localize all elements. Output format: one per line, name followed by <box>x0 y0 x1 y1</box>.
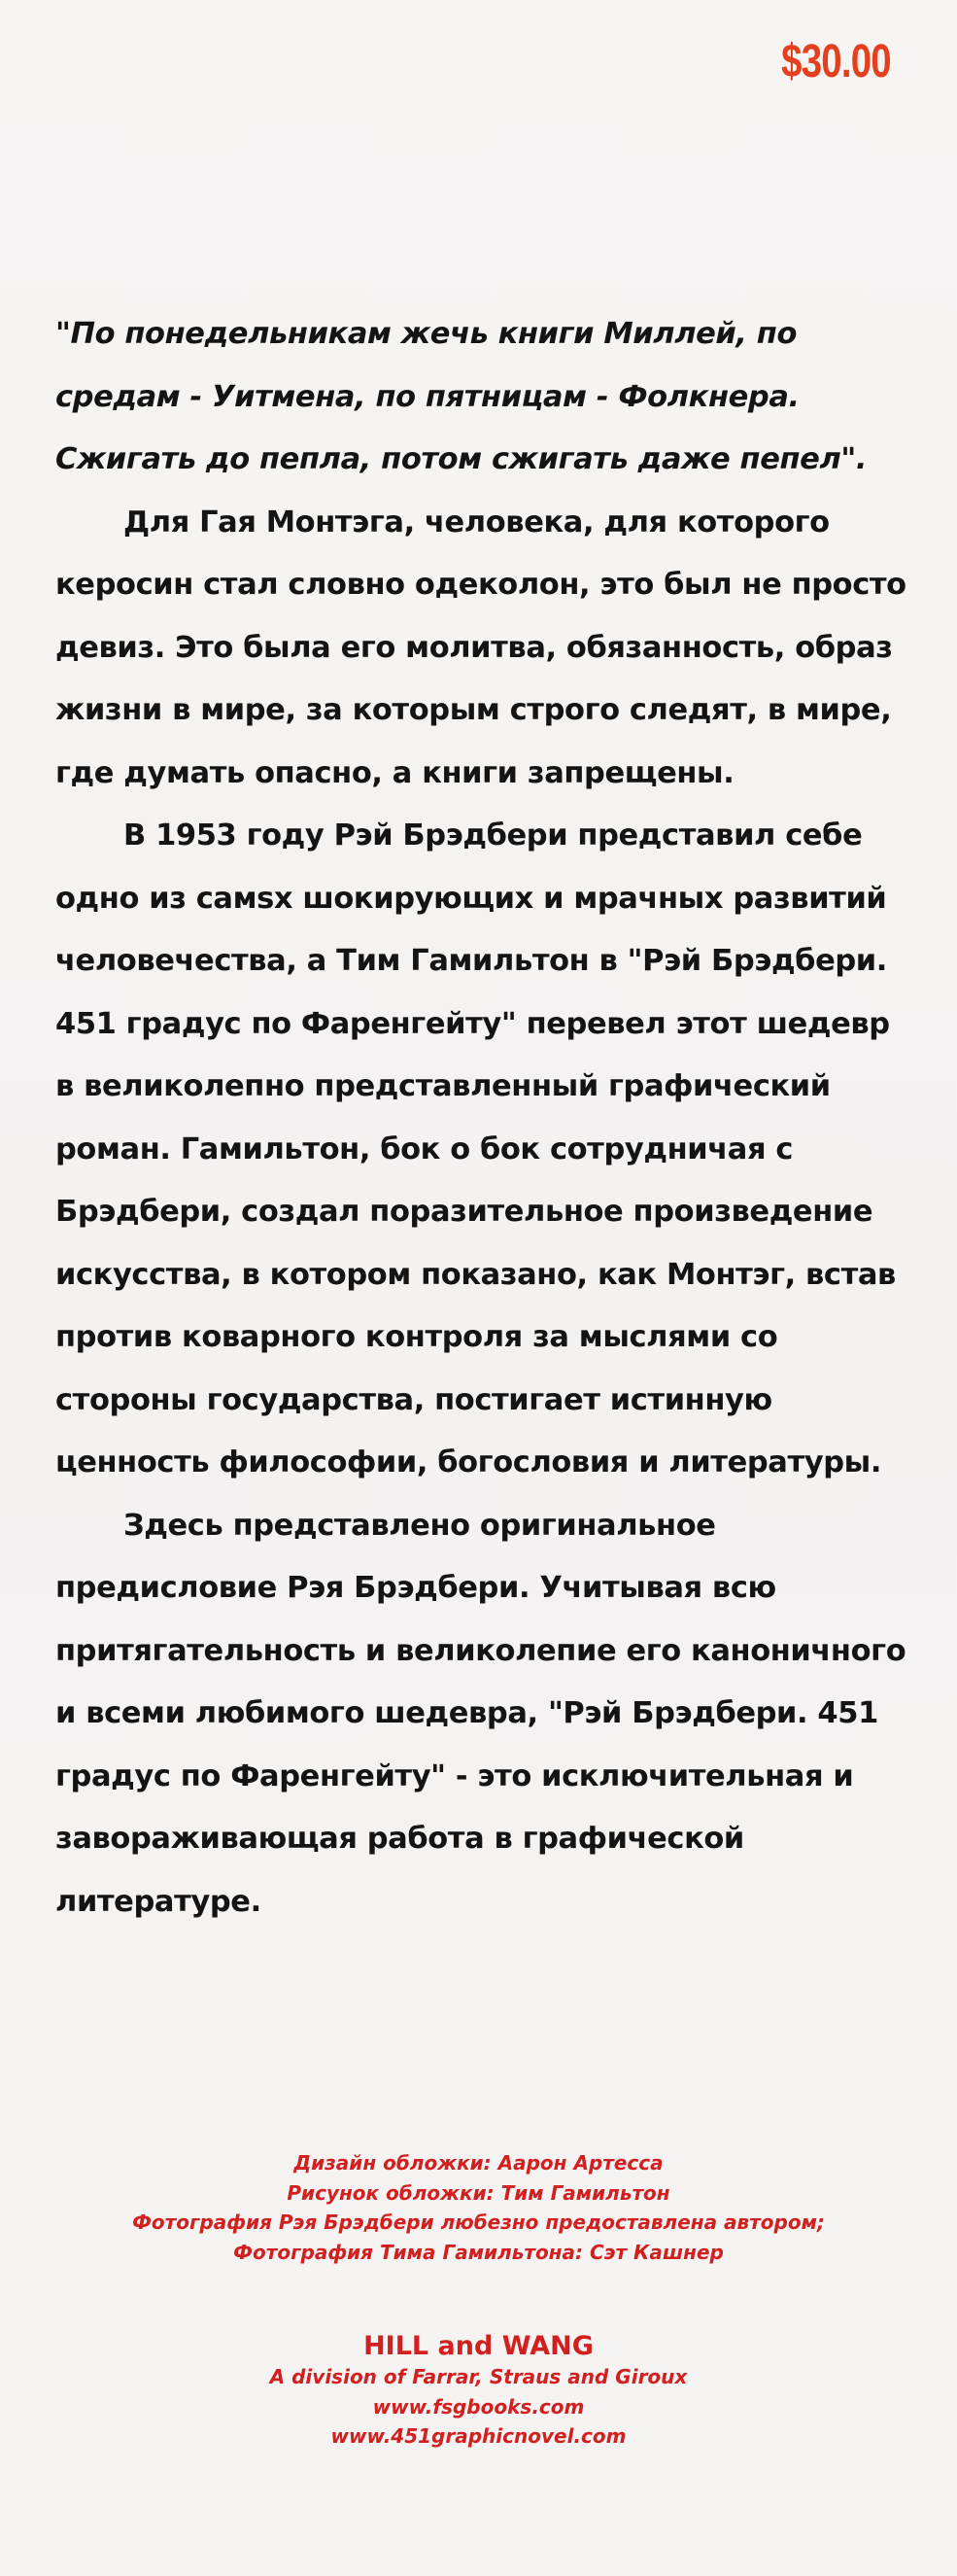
publisher-block <box>0 2330 957 2452</box>
credit-cover-design: Дизайн обложки: Аарон Артесса <box>293 2151 664 2175</box>
epigraph-quote: "По понедельникам жечь книги Миллей, по средам - Уитмена, по пятницам - Фолкнера. Сжигать до пепла, потом сжигать даже пепел". <box>55 317 868 476</box>
publisher-division: A division of Farrar, Straus and Giroux <box>269 2365 688 2388</box>
publisher-website-fsg: www.fsgbooks.com <box>372 2394 585 2419</box>
blurb-paragraph-2: В 1953 году Рэй Брэдбери представил себе одно из самsх шокирующих и мрачных развитий человечества, а Тим Гамильтон в "Рэй Брэдбери. 451 градус по Фаренгейту" перевел этот шедевр в великолепно представленный графический роман. Гамильтон, бок о бок сотрудничая с Брэдбери, создал поразительное произведение искусства, в котором показано, как Монтэг, встав против коварного контроля за мыслями со стороны государства, постигает истинную ценность философии, богословия и литературы. <box>55 818 896 1479</box>
credit-hamilton-photo: Фотография Тима Гамильтона: Сэт Кашнер <box>233 2240 724 2264</box>
blurb-text <box>55 303 910 1933</box>
price-tag: $30.00 <box>781 36 891 87</box>
credit-bradbury-photo: Фотография Рэя Брэдбери любезно предоставлена автором; <box>132 2210 825 2234</box>
blurb-paragraph-1: Для Гая Монтэга, человека, для которого керосин стал словно одеколон, это был не просто девиз. Это была его молитва, обязанность, образ жизни в мире, за которым строго следят, в мире, где думать опасно, а книги запрещены. <box>55 505 906 790</box>
publisher-name: HILL and WANG <box>363 2331 594 2361</box>
publisher-website-451: www.451graphicnovel.com <box>330 2424 627 2448</box>
cover-credits <box>0 2148 957 2267</box>
blurb-paragraph-3: Здесь представлено оригинальное предисловие Рэя Брэдбери. Учитывая всю притягательность и великолепие его каноничного и всеми любимого шедевра, "Рэй Брэдбери. 451 градус по Фаренгейту" - это исключительная и завораживающая работа в графической литературе. <box>55 1508 906 1919</box>
credit-cover-art: Рисунок обложки: Тим Гамильтон <box>287 2180 670 2205</box>
